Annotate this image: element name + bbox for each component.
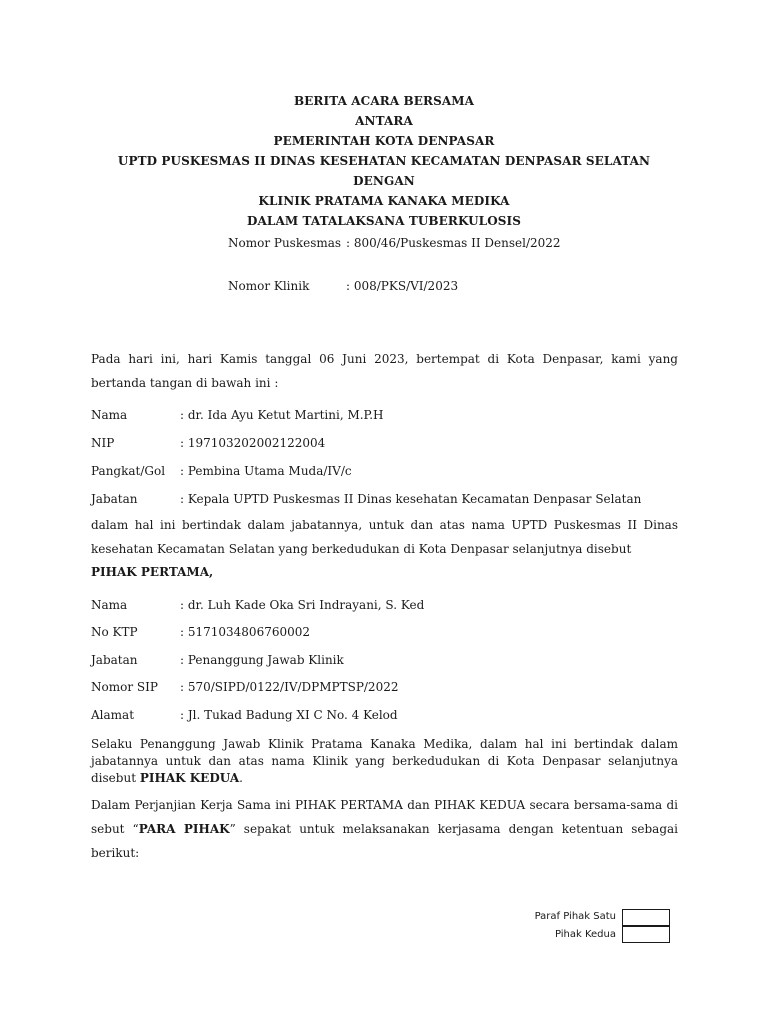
paraf-pihak-kedua-box	[622, 926, 670, 943]
party2-alamat-label: Alamat	[91, 708, 135, 722]
party1-pangkat-value: : Pembina Utama Muda/IV/c	[180, 464, 352, 478]
party2-nama-value: : dr. Luh Kade Oka Sri Indrayani, S. Ked	[180, 598, 425, 612]
party2-desc-suffix: .	[239, 771, 243, 785]
title-line-2: ANTARA	[355, 114, 413, 128]
title-line-6: KLINIK PRATAMA KANAKA MEDIKA	[258, 194, 510, 208]
title-line-7: DALAM TATALAKSANA TUBERKULOSIS	[246, 214, 521, 228]
agreement-text-1: Dalam Perjanjian Kerja Sama ini PIHAK PERTAMA dan PIHAK KEDUA secara bersama-sama di sebut “	[91, 798, 678, 836]
para-pihak-label: PARA PIHAK	[138, 822, 230, 836]
party2-ktp-value: : 5171034806760002	[180, 625, 311, 639]
party1-pangkat-label: Pangkat/Gol	[91, 464, 166, 478]
party1-nama-label: Nama	[91, 408, 128, 422]
party2-nama-label: Nama	[91, 598, 128, 612]
title-line-1: BERITA ACARA BERSAMA	[293, 94, 475, 108]
paraf-pihak-kedua-label: Pihak Kedua	[554, 929, 616, 940]
party2-jabatan-value: : Penanggung Jawab Klinik	[180, 653, 344, 667]
pihak-kedua-label: PIHAK KEDUA	[139, 771, 240, 785]
party2-ktp-label: No KTP	[91, 625, 138, 639]
party1-nip-value: : 197103202002122004	[180, 436, 326, 450]
party2-description	[91, 736, 678, 787]
party2-sip-label: Nomor SIP	[91, 680, 158, 694]
party1-jabatan-value: : Kepala UPTD Puskesmas II Dinas kesehatan Kecamatan Denpasar Selatan	[180, 492, 642, 506]
paraf-pihak-satu-label: Paraf Pihak Satu	[534, 911, 616, 922]
party1-description: dalam hal ini bertindak dalam jabatannya, untuk dan atas nama UPTD Puskesmas II Dinas kesehatan Kecamatan Selatan yang berkedudukan di Kota Denpasar selanjutnya disebut	[91, 518, 678, 556]
intro-paragraph: Pada hari ini, hari Kamis tanggal 06 Juni 2023, bertempat di Kota Denpasar, kami yang bertanda tangan di bawah ini :	[91, 352, 678, 390]
puskesmas-number-value: : 800/46/Puskesmas II Densel/2022	[346, 236, 561, 250]
party2-jabatan-label: Jabatan	[91, 653, 138, 667]
agreement-paragraph	[91, 793, 678, 865]
title-line-4: UPTD PUSKESMAS II DINAS KESEHATAN KECAMATAN DENPASAR SELATAN	[117, 154, 651, 168]
party2-sip-value: : 570/SIPD/0122/IV/DPMPTSP/2022	[180, 680, 399, 694]
party2-alamat-value: : Jl. Tukad Badung XI C No. 4 Kelod	[180, 708, 398, 722]
party1-nip-label: NIP	[91, 436, 115, 450]
party1-jabatan-label: Jabatan	[91, 492, 138, 506]
party1-nama-value: : dr. Ida Ayu Ketut Martini, M.P.H	[180, 408, 384, 422]
klinik-number-value: : 008/PKS/VI/2023	[346, 279, 459, 293]
party2-desc-text: Selaku Penanggung Jawab Klinik Pratama Kanaka Medika, dalam hal ini bertindak dalam jabatannya untuk dan atas nama Klinik yang berkedudukan di Kota Denpasar selanjutnya disebut	[91, 737, 678, 785]
title-line-3: PEMERINTAH KOTA DENPASAR	[273, 134, 495, 148]
klinik-number-label: Nomor Klinik	[228, 279, 310, 293]
pihak-pertama-label: PIHAK PERTAMA,	[91, 565, 214, 579]
puskesmas-number-label: Nomor Puskesmas	[228, 236, 342, 250]
paraf-pihak-satu-box	[622, 909, 670, 926]
title-line-5: DENGAN	[353, 174, 415, 188]
agreement-text-2: ” sepakat untuk melaksanakan kerjasama dengan ketentuan sebagai berikut:	[91, 822, 679, 860]
